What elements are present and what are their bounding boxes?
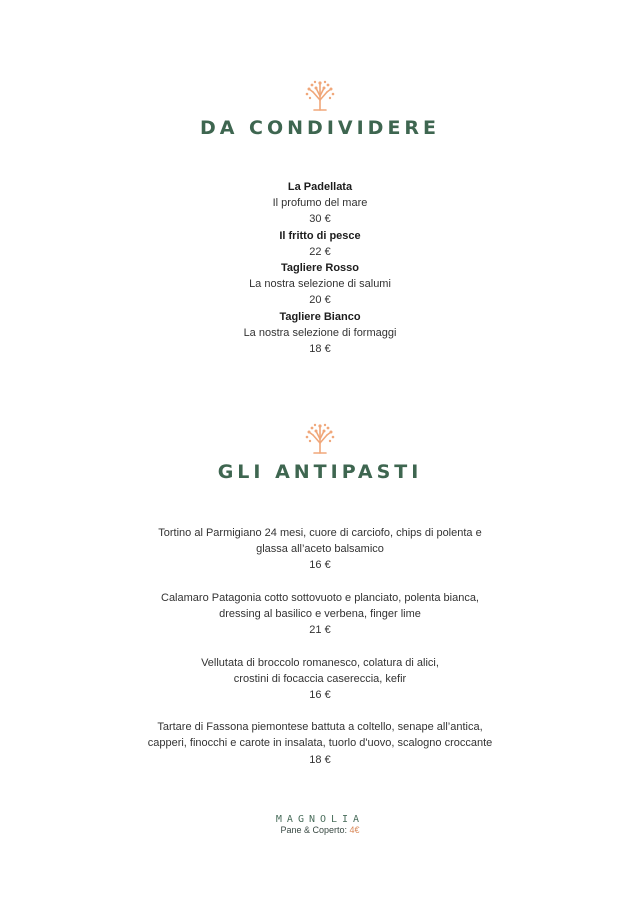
item-name: La Padellata [287,181,353,193]
item-price: 22 € [309,245,331,258]
dish-description-line: Calamaro Patagonia cotto sottovuoto e planciato, polenta bianca, [161,591,479,604]
dish-description-line: Tortino al Parmigiano 24 mesi, cuore di carciofo, chips di polenta e [158,527,482,539]
dish-description-line: Tartare di Fassona piemontese battuta a coltello, senape all’antica, [157,721,483,734]
item-name: Il fritto di pesce [279,229,361,242]
dish-item [0,590,640,639]
share-list [0,179,640,357]
item-description: La nostra selezione di formaggi [243,326,397,339]
dish-price: 16 € [309,559,331,572]
footer [0,814,640,835]
cover-label: Pane & Coperto: [280,825,347,835]
cover-charge [0,825,640,835]
item-price: 30 € [309,213,331,226]
tree-icon [303,78,337,112]
dish-price: 16 € [309,688,331,701]
section-title-share: DA CONDIVIDERE [199,117,441,139]
dish-item [0,655,640,704]
dish-item [0,719,640,768]
item-price: 18 € [309,342,331,355]
dish-description-line: dressing al basilico e verbena, finger lime [219,607,421,620]
item-description: La nostra selezione di salumi [249,278,391,291]
tree-emblem-svg [303,421,337,455]
item-description: Il profumo del mare [272,197,368,210]
cover-price: 4€ [349,825,360,835]
antipasti-list [0,525,640,784]
dish-item [0,525,640,574]
item-name: Tagliere Bianco [279,310,361,323]
dish-description-line: capperi, finocchi e carote in insalata, tuorlo d'uovo, scalogno croccante [147,737,493,750]
dish-description-line: crostini di focaccia casereccia, kefir [233,672,407,685]
dish-price: 21 € [309,624,331,637]
item-name: Tagliere Rosso [280,261,360,274]
dish-description-line: Vellutata di broccolo romanesco, colatura di alici, [201,656,439,669]
tree-emblem-svg [303,78,337,112]
dish-description-line: glassa all’aceto balsamico [256,543,384,556]
section-title-antipasti: GLI ANTIPASTI [217,461,423,483]
dish-price: 18 € [309,753,331,766]
brand-logo-text: MAGNOLIA [275,814,365,825]
item-price: 20 € [309,294,331,307]
tree-icon [303,421,337,455]
